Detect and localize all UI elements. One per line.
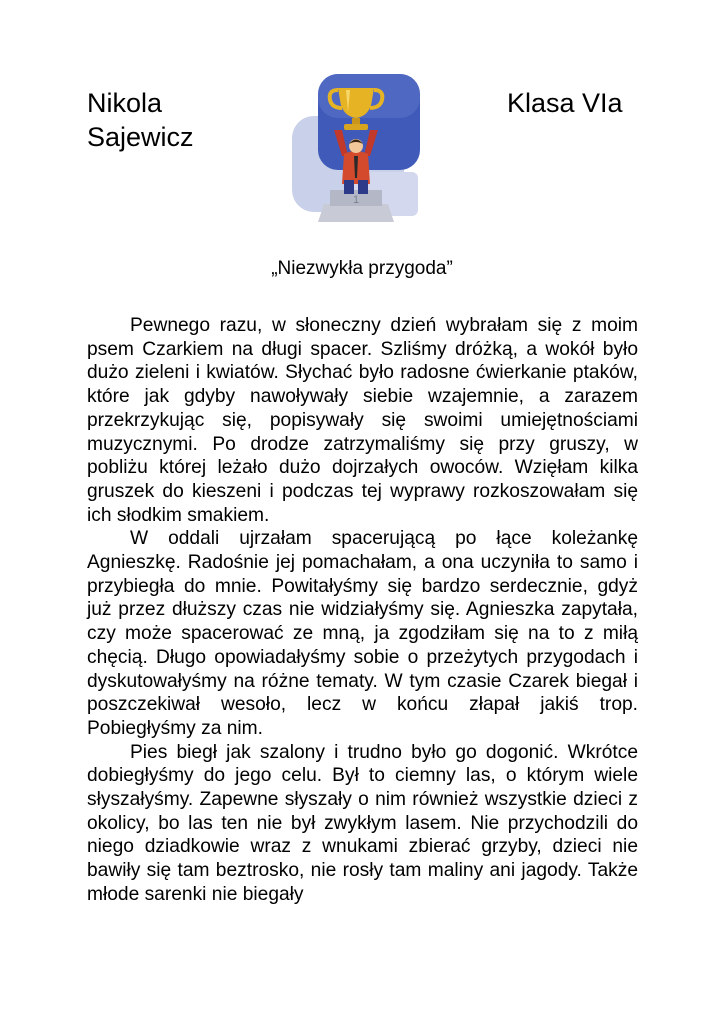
paragraph: Pies biegł jak szalony i trudno było go dogonić. Wkrótce dobiegłyśmy do jego celu. Był to ciemny las, o którym wiele słyszałyśmy. Zapewne słyszały o nim również wszystkie dzieci z okolicy, bo las ten nie był zwykłym lasem. Nie przychodzili do niego dziadkowie wraz z wnukami zbierać grzyby, dzieci nie bawiły się tam beztrosko, nie rosły tam maliny ani jagody. Także młode sarenki nie biegały [87, 741, 638, 905]
author-name: Nikola Sajewicz [87, 88, 194, 152]
trophy-icon [290, 72, 422, 230]
paragraph: W oddali ujrzałam spacerującą po łące koleżankę Agnieszkę. Radośnie jej pomachałam, a ona uczyniła to samo i przybiegła do mnie. Powitałyśmy się bardzo serdecznie, gdyż już przez dłuższy czas nie widziałyśmy się. Agnieszka zapytała, czy może spacerować ze mną, ja zgodziłam się na to z miłą chęcią. Długo opowiadałyśmy sobie o przeżytych przygodach i dyskutowałyśmy na różne tematy. W tym czasie Czarek biegał i poszczekiwał wesoło, lecz w końcu złapał jakiś trop. Pobiegłyśmy za nim. [87, 528, 638, 739]
paragraph: Pewnego razu, w słoneczny dzień wybrałam się z moim psem Czarkiem na długi spacer. Szliśmy dróżką, a wokół było dużo zieleni i kwiatów. Słychać było radosne ćwierkanie ptaków, które jak gdyby nawoływały siebie wzajemnie, a zarazem przekrzykując się, popisywały się swoimi umiejętnościami muzycznymi. Po drodze zatrzymaliśmy się przy gruszy, w pobliżu której leżało dużo dojrzałych owoców. Wzięłam kilka gruszek do kieszeni i podczas tej wyprawy rozkoszowałam się ich słodkim smakiem. [87, 315, 638, 526]
story-title: „Niezwykła przygoda” [271, 258, 453, 279]
svg-text:1: 1 [352, 194, 360, 206]
story-body [87, 314, 638, 907]
class-label: Klasa VIa [507, 88, 623, 118]
